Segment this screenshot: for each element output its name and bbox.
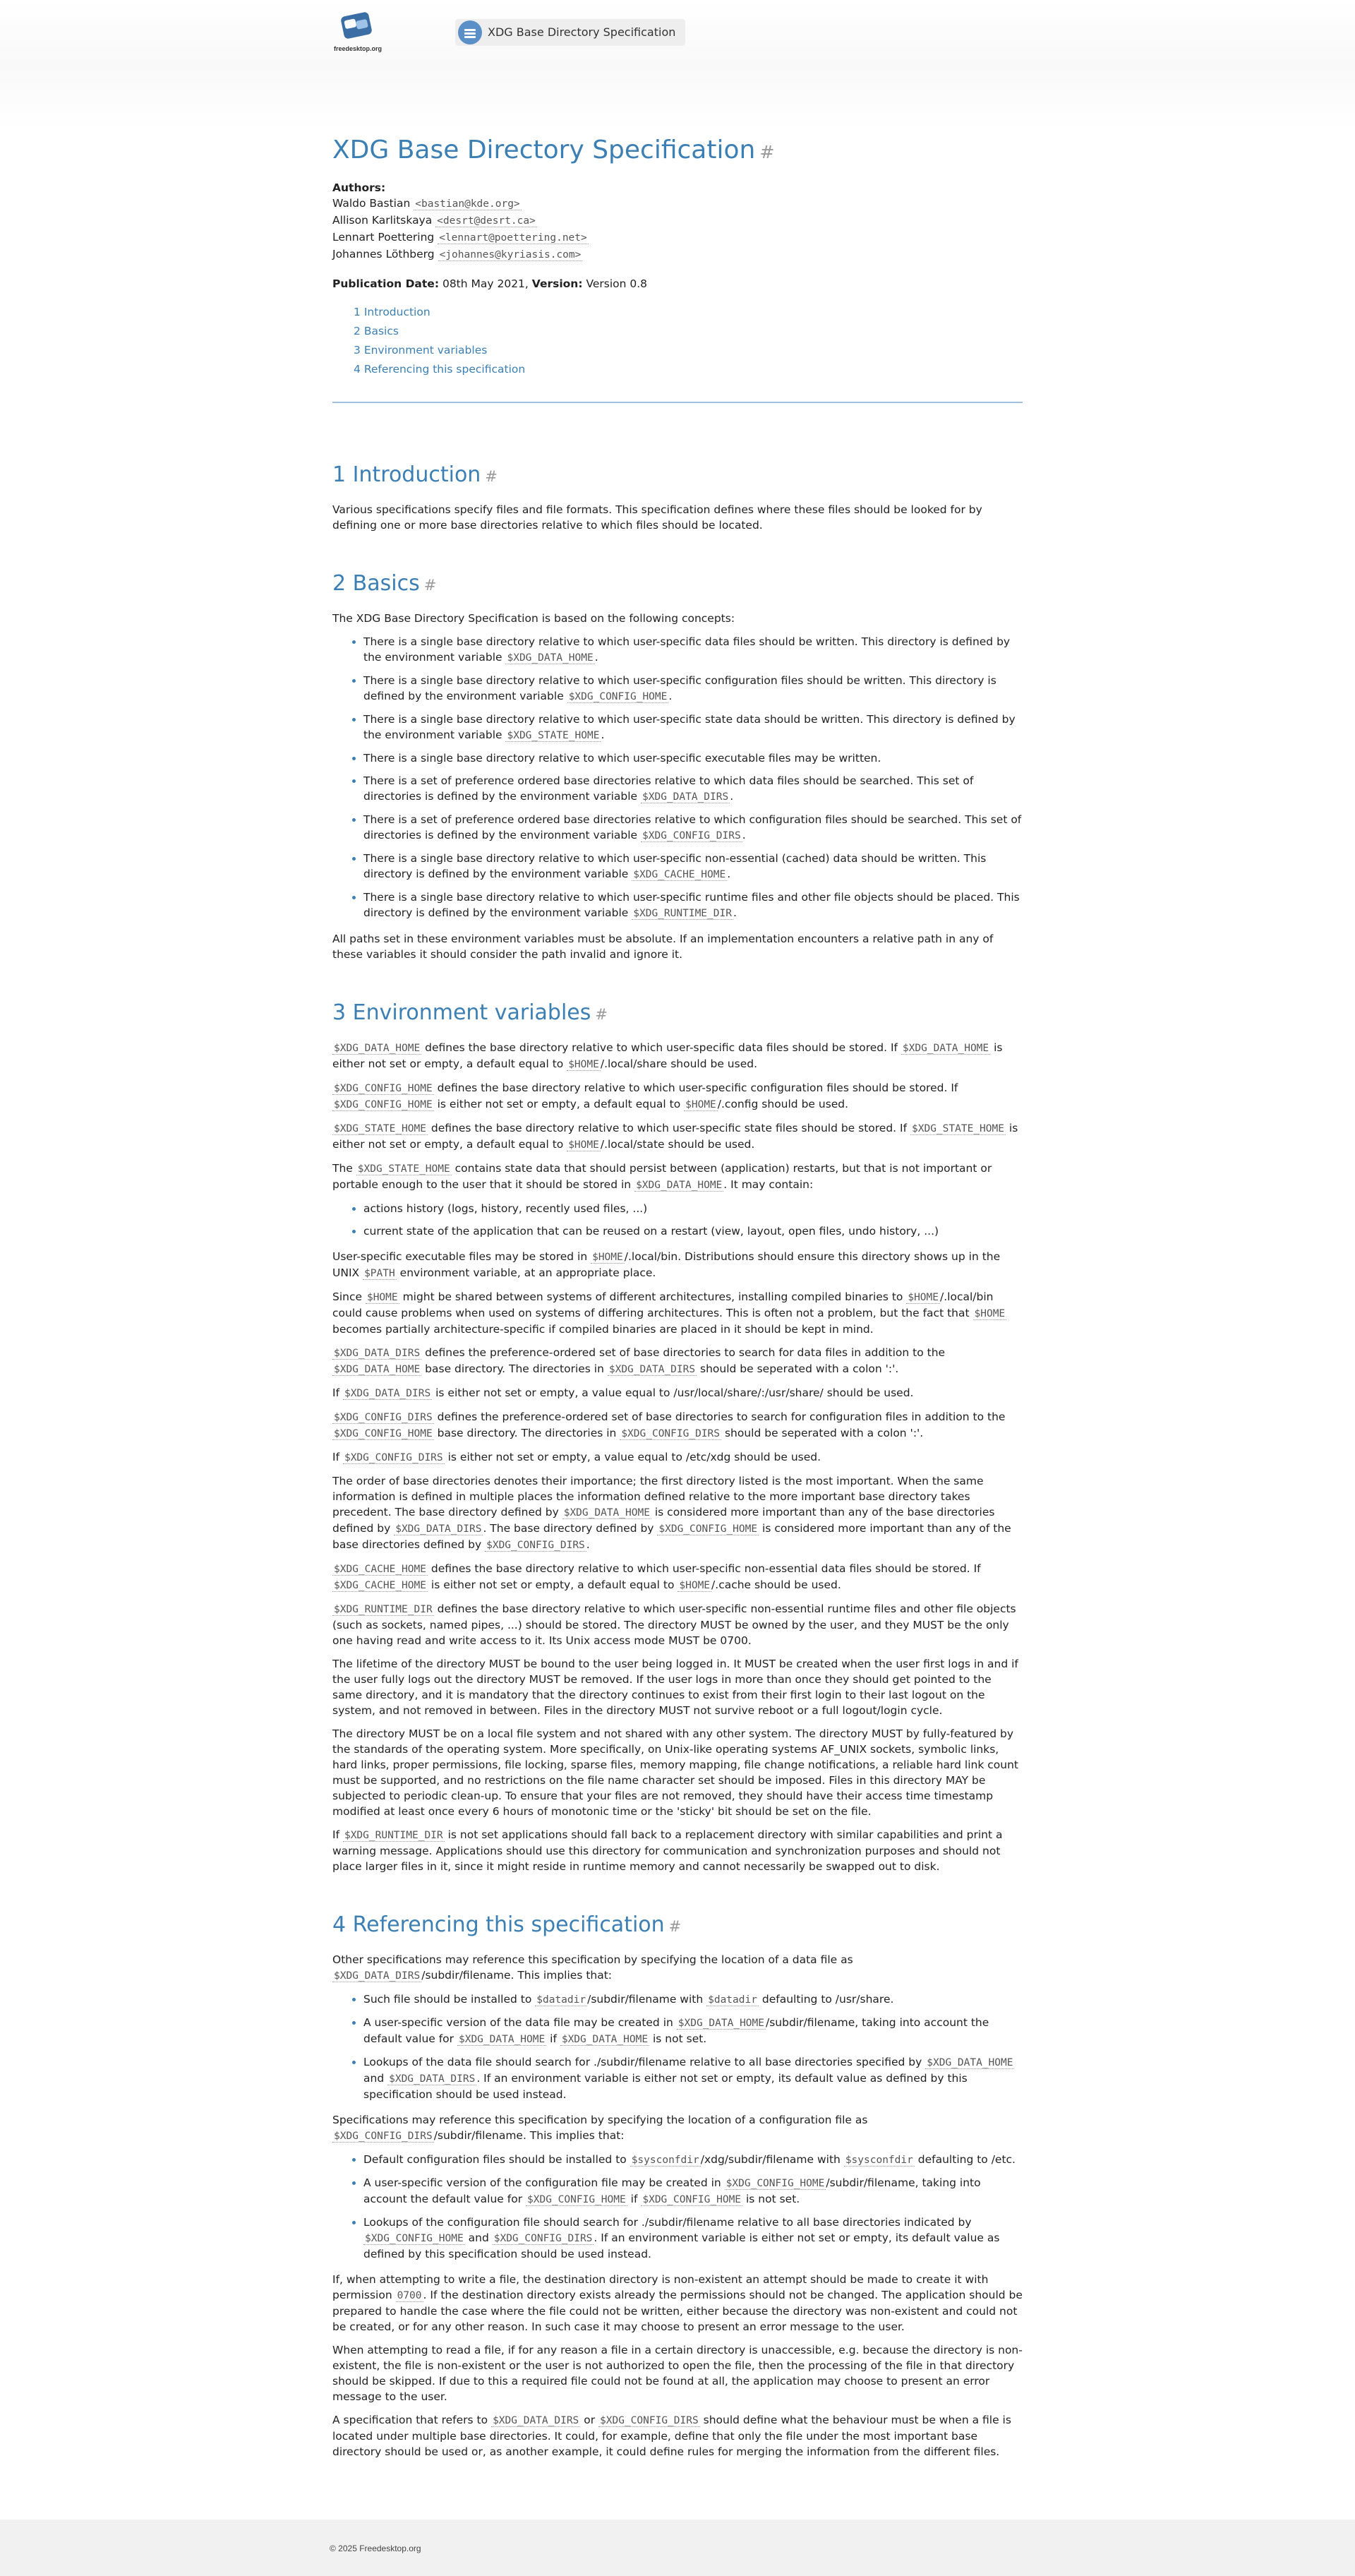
author-row xyxy=(332,229,1023,246)
paragraph: Other specifications may reference this specification by specifying the location of a data file as $XDG_DATA_DIRS /subdir/filename. This implies that: xyxy=(332,1953,853,1982)
paragraph: $XDG_DATA_DIRS defines the preference-ordered set of base directories to search for data files in addition to the $XDG_DATA_HOME base directory. The directories in $XDG_DATA_DIRS should be seperated with a colon ':'. xyxy=(334,1346,946,1375)
toc-link-basics[interactable]: Basics xyxy=(363,325,399,337)
paragraph: The XDG Base Directory Specification is based on the following concepts: xyxy=(332,612,735,625)
document-list-icon xyxy=(458,20,482,44)
paragraph: All paths set in these environment variables must be absolute. If an implementation encounters a relative path in any of these variables it should consider the path invalid and ignore it. xyxy=(332,933,994,961)
toc-item[interactable]: 4 Referencing this specification xyxy=(354,363,526,376)
list-item: • current state of the application that can be reused on a restart (view, layout, open files, undo history, ...) xyxy=(363,1223,1023,1239)
list-item: • Lookups of the configuration file should search for ./subdir/filename relative to all base directories indicated by $XDG_CONFIG_HOME and $XDG_CONFIG_DIRS . If an environment variable is either not set or empty, its default value as defined by this specification should be used instead. xyxy=(363,2215,1023,2262)
section-basics xyxy=(332,570,1023,962)
section-referencing xyxy=(332,1911,1023,2460)
toc-item[interactable]: 1 Introduction xyxy=(354,306,430,318)
toc-link-environment-variables[interactable]: Environment variables xyxy=(363,344,488,357)
list-item: • Lookups of the data file should search for ./subdir/filename relative to all base directories specified by $XDG_DATA_HOME and $XDG_DATA_DIRS . If an environment variable is either not set or empty, its default value as defined by this specification should be used instead. xyxy=(363,2054,1023,2102)
section-heading: 2 Basics # xyxy=(332,571,437,596)
paragraph: If $XDG_RUNTIME_DIR is not set applications should fall back to a replacement directory with similar capabilities and print a warning message. Applications should use this directory for communication and synchronization purposes and should not place larger files in it, since it might reside in runtime memory and cannot necessarily be swapped out to disk. xyxy=(332,1828,1003,1873)
paragraph: If, when attempting to write a file, the destination directory is non-existent an attempt should be made to create it with permission 0700 . If the destination directory exists already the permissions should not be changed. The application should be prepared to handle the case where the file could not be written, either because the directory was non-existent and could not be created, or for any other reason. In such case it may choose to present an error message to the user. xyxy=(332,2273,1023,2333)
table-of-contents xyxy=(354,303,1023,379)
authors-block xyxy=(332,180,1023,263)
paragraph: $XDG_CACHE_HOME defines the base directory relative to which user-specific non-essential data files should be stored. If $XDG_CACHE_HOME is either not set or empty, a default equal to $HOME /.cache should be used. xyxy=(334,1562,981,1591)
author-name: Lennart Poettering xyxy=(332,231,435,244)
paragraph: When attempting to read a file, if for any reason a file in a certain directory is unaccessible, e.g. because the directory is non-existent, the file is non-existent or the user is not authorized to open the file, then the processing of the file in that directory should be skipped. If due to this a required file could not be found at all, the application may choose to present an error message to the user. xyxy=(332,2344,1023,2403)
list-item: • A user-specific version of the configuration file may be created in $XDG_CONFIG_HOME /subdir/filename, taking into account the default value for $XDG_CONFIG_HOME if $XDG_CONFIG_HOME is not set. xyxy=(363,2175,1023,2207)
toc-link-introduction[interactable]: Introduction xyxy=(363,306,430,318)
list-item: • Default configuration files should be installed to $sysconfdir /xdg/subdir/filename with $sysconfdir defaulting to /etc. xyxy=(363,2152,1023,2168)
list-item: • actions history (logs, history, recently used files, ...) xyxy=(363,1201,1023,1216)
publication-info: Publication Date: 08th May 2021, Version: Version 0.8 xyxy=(332,277,648,290)
list-item: • There is a single base directory relative to which user-specific runtime files and other file objects should be placed. This directory is defined by the environment variable $XDG_RUNTIME_DIR . xyxy=(363,889,1023,921)
state-list xyxy=(332,1201,1023,1239)
breadcrumb-label: XDG Base Directory Specification xyxy=(488,25,676,39)
paragraph: If $XDG_DATA_DIRS is either not set or empty, a value equal to /usr/local/share/:/usr/share/ should be used. xyxy=(332,1386,914,1399)
logo-text: freedesktop.org xyxy=(333,45,382,52)
page-title: XDG Base Directory Specification # xyxy=(332,136,775,164)
paragraph: $XDG_STATE_HOME defines the base directory relative to which user-specific state files should be stored. If $XDG_STATE_HOME is either not set or empty, a default equal to $HOME /.local/state should be used. xyxy=(332,1122,1018,1151)
section-anchor-link[interactable]: # xyxy=(423,577,437,594)
section-anchor-link[interactable]: # xyxy=(485,468,498,485)
author-email-link[interactable]: <johannes@kyriasis.com> xyxy=(439,249,582,260)
toc-link-referencing[interactable]: Referencing this specification xyxy=(363,363,526,376)
authors-label: Authors: xyxy=(332,181,386,194)
header-band xyxy=(0,65,1355,132)
freedesktop-logo[interactable] xyxy=(330,11,386,54)
logo-icon xyxy=(330,11,386,42)
paragraph: Since $HOME might be shared between systems of different architectures, installing compiled binaries to $HOME /.local/bin could cause problems when used on systems of differing architectures. This is often not a problem, but the fact that $HOME becomes partially architecture-specific if compiled binaries are placed in it should be kept in mind. xyxy=(332,1290,1006,1336)
paragraph: $XDG_CONFIG_HOME defines the base directory relative to which user-specific configuration files should be stored. If $XDG_CONFIG_HOME is either not set or empty, a default equal to $HOME /.config should be used. xyxy=(334,1082,958,1110)
section-anchor-link[interactable]: # xyxy=(668,1918,682,1935)
author-row xyxy=(332,246,1023,263)
author-name: Waldo Bastian xyxy=(332,197,411,210)
config-file-list xyxy=(332,2152,1023,2262)
section-heading: 1 Introduction # xyxy=(332,462,498,487)
section-introduction xyxy=(332,461,1023,533)
list-item: • Such file should be installed to $datadir /subdir/filename with $datadir defaulting to /usr/share. xyxy=(363,1991,1023,2008)
list-item: • A user-specific version of the data file may be created in $XDG_DATA_HOME /subdir/filename, taking into account the default value for $XDG_DATA_HOME if $XDG_DATA_HOME is not set. xyxy=(363,2015,1023,2047)
paragraph: The lifetime of the directory MUST be bound to the user being logged in. It MUST be created when the user first logs in and if the user fully logs out the directory MUST be removed. If the user logs in more than once they should get pointed to the same directory, and it is mandatory that the directory continues to exist from their first login to their last logout on the system, and not removed in between. Files in the directory MUST not survive reboot or a full logout/login cycle. xyxy=(332,1658,1018,1717)
paragraph: The $XDG_STATE_HOME contains state data that should persist between (application) restarts, but that is not important or portable enough to the user that it should be stored in $XDG_DATA_HOME . It may contain: xyxy=(332,1162,992,1191)
paragraph: Various specifications specify files and file formats. This specification defines where these files should be looked for by defining one or more base directories relative to which files should be located. xyxy=(332,503,982,532)
toc-item[interactable]: 3 Environment variables xyxy=(354,344,488,357)
list-item: • There is a set of preference ordered base directories relative to which configuration files should be searched. This set of directories is defined by the environment variable $XDG_CONFIG_DIRS . xyxy=(363,812,1023,844)
paragraph: $XDG_CONFIG_DIRS defines the preference-ordered set of base directories to search for configuration files in addition to the $XDG_CONFIG_HOME base directory. The directories in $XDG_CONFIG_DIRS should be seperated with a colon ':'. xyxy=(334,1410,1006,1439)
list-item: • There is a single base directory relative to which user-specific data files should be written. This directory is defined by the environment variable $XDG_DATA_HOME . xyxy=(363,634,1023,666)
list-item: • There is a single base directory relative to which user-specific state data should be written. This directory is defined by the environment variable $XDG_STATE_HOME . xyxy=(363,712,1023,743)
paragraph: $XDG_DATA_HOME defines the base directory relative to which user-specific data files should be stored. If $XDG_DATA_HOME is either not set or empty, a default equal to $HOME /.local/share should be used. xyxy=(332,1041,1003,1070)
paragraph: User-specific executable files may be stored in $HOME /.local/bin. Distributions should ensure this directory shows up in the UNIX $PATH environment variable, at an appropriate place. xyxy=(332,1250,1001,1279)
section-heading: 3 Environment variables # xyxy=(332,1000,608,1025)
concepts-list xyxy=(332,634,1023,921)
title-anchor-link[interactable]: # xyxy=(759,142,775,162)
paragraph: Specifications may reference this specification by specifying the location of a configuration file as $XDG_CONFIG_DIRS /subdir/filename. This implies that: xyxy=(332,2114,868,2142)
paragraph: $XDG_RUNTIME_DIR defines the base directory relative to which user-specific non-essential runtime files and other file objects (such as sockets, named pipes, ...) should be stored. The directory MUST be owned by the user, and they MUST be the only one having read and write access to it. Its Unix access mode MUST be 0700. xyxy=(332,1602,1016,1647)
author-row xyxy=(332,212,1023,229)
author-row xyxy=(332,196,1023,212)
list-item: • There is a set of preference ordered base directories relative to which data files should be searched. This set of directories is defined by the environment variable $XDG_DATA_DIRS . xyxy=(363,773,1023,805)
list-item: • There is a single base directory relative to which user-specific configuration files should be written. This directory is defined by the environment variable $XDG_CONFIG_HOME . xyxy=(363,673,1023,705)
breadcrumb[interactable] xyxy=(455,19,685,46)
author-email-link[interactable]: <lennart@poettering.net> xyxy=(439,232,587,244)
toc-item[interactable]: 2 Basics xyxy=(354,325,399,337)
list-item: • There is a single base directory relative to which user-specific non-essential (cached) data should be written. This directory is defined by the environment variable $XDG_CACHE_HOME . xyxy=(363,851,1023,882)
paragraph: A specification that refers to $XDG_DATA_DIRS or $XDG_CONFIG_DIRS should define what the behaviour must be when a file is located under multiple base directories. It could, for example, define that only the file under the most important base directory should be used or, as another example, it could define rules for merging the information from the different files. xyxy=(332,2414,1011,2458)
document-content xyxy=(332,134,1023,2467)
site-header xyxy=(0,0,1355,65)
section-environment-variables xyxy=(332,999,1023,1874)
paragraph: If $XDG_CONFIG_DIRS is either not set or empty, a value equal to /etc/xdg should be used. xyxy=(332,1451,821,1463)
copyright-text: © 2025 Freedesktop.org xyxy=(330,2544,421,2553)
paragraph: The order of base directories denotes their importance; the first directory listed is the most important. When the same information is defined in multiple places the information defined relative to the more important base directory takes precedent. The base directory defined by $XDG_DATA_HOME is considered more important than any of the base directories defined by $XDG_DATA_DIRS . The base directory defined by $XDG_CONFIG_HOME is considered more important than any of the base directories defined by $XDG_CONFIG_DIRS . xyxy=(332,1475,1011,1551)
author-name: Allison Karlitskaya xyxy=(332,214,433,227)
list-item: • There is a single base directory relative to which user-specific executable files may be written. xyxy=(363,750,1023,766)
site-footer xyxy=(0,2520,1355,2576)
paragraph: The directory MUST be on a local file system and not shared with any other system. The directory MUST by fully-featured by the standards of the operating system. More specifically, on Unix-like operating systems AF_UNIX sockets, symbolic links, hard links, proper permissions, file locking, sparse files, memory mapping, file change notifications, a reliable hard link count must be supported, and no restrictions on the file name character set should be imposed. Files in this directory MAY be subjected to periodic clean-up. To ensure that your files are not removed, they should have their access time timestamp modified at least once every 6 hours of monotonic time or the 'sticky' bit should be set on the file. xyxy=(332,1727,1018,1818)
section-heading: 4 Referencing this specification # xyxy=(332,1912,682,1937)
section-anchor-link[interactable]: # xyxy=(595,1006,608,1023)
author-email-link[interactable]: <desrt@desrt.ca> xyxy=(437,215,536,227)
divider xyxy=(332,402,1023,403)
author-email-link[interactable]: <bastian@kde.org> xyxy=(415,198,520,210)
data-file-list xyxy=(332,1991,1023,2102)
author-name: Johannes Löthberg xyxy=(332,248,435,260)
